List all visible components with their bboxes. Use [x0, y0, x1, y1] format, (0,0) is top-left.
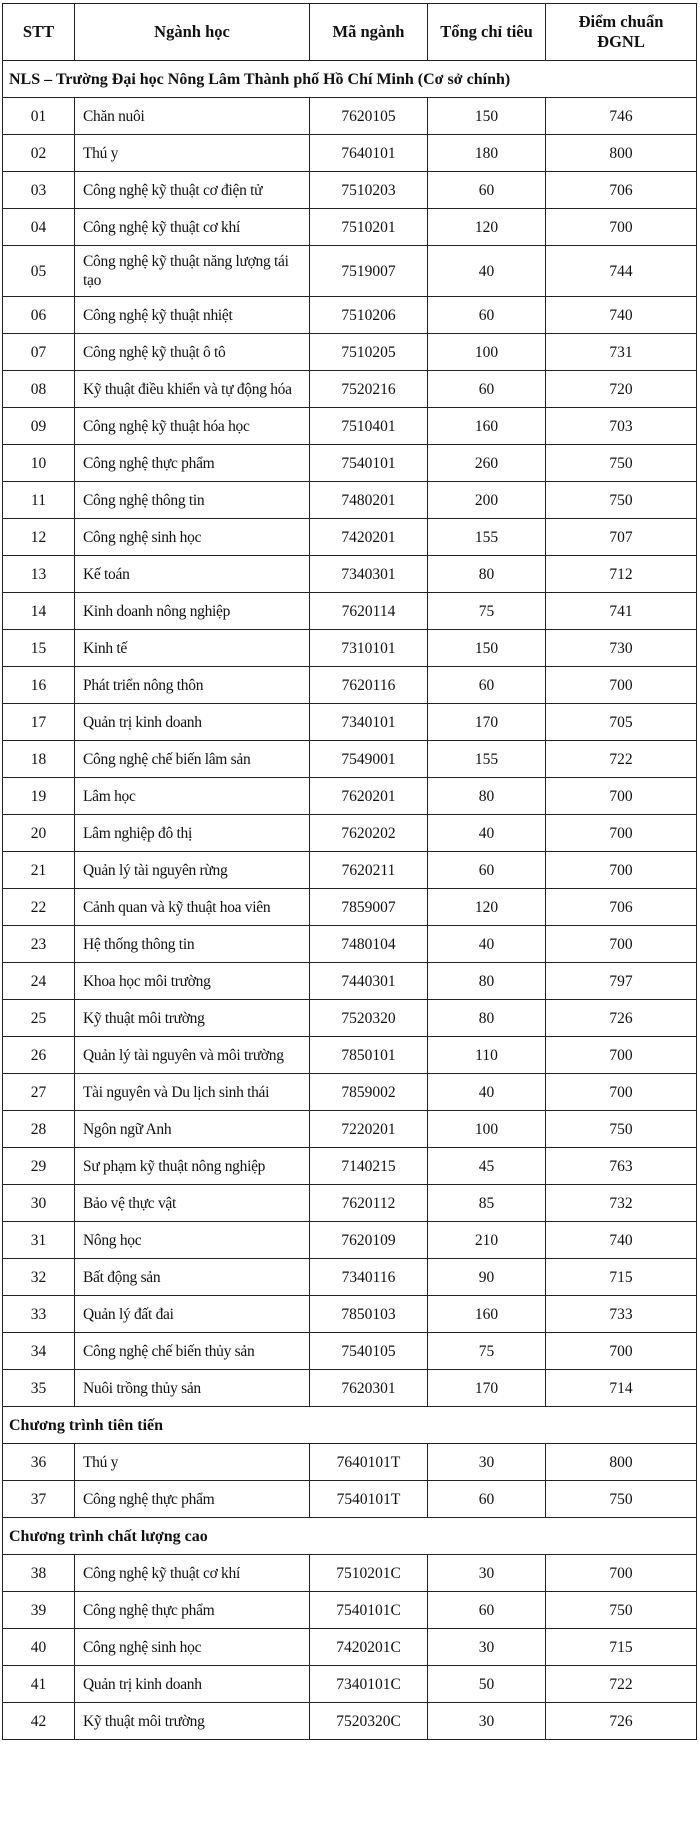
cell-score: 722	[546, 741, 697, 778]
table-row	[3, 1222, 697, 1259]
table-row	[3, 1481, 697, 1518]
cell-score: 706	[546, 889, 697, 926]
cell-quota: 40	[428, 1074, 546, 1111]
cell-major: Kỹ thuật môi trường	[75, 1000, 310, 1037]
cell-code: 7220201	[310, 1111, 428, 1148]
cell-stt: 38	[3, 1555, 75, 1592]
cell-code: 7340101	[310, 704, 428, 741]
cell-major: Nông học	[75, 1222, 310, 1259]
cell-stt: 35	[3, 1370, 75, 1407]
cell-stt: 24	[3, 963, 75, 1000]
cell-score: 800	[546, 1444, 697, 1481]
cell-code: 7620301	[310, 1370, 428, 1407]
section-heading-row	[3, 1407, 697, 1444]
cell-code: 7420201	[310, 519, 428, 556]
cell-quota: 155	[428, 519, 546, 556]
cell-score: 715	[546, 1259, 697, 1296]
cell-code: 7340116	[310, 1259, 428, 1296]
cell-code: 7520216	[310, 371, 428, 408]
cell-quota: 45	[428, 1148, 546, 1185]
cell-major: Kinh doanh nông nghiệp	[75, 593, 310, 630]
cell-stt: 33	[3, 1296, 75, 1333]
cell-major: Công nghệ thực phẩm	[75, 1481, 310, 1518]
cell-code: 7520320C	[310, 1703, 428, 1740]
cell-score: 733	[546, 1296, 697, 1333]
cell-quota: 60	[428, 297, 546, 334]
cell-code: 7640101T	[310, 1444, 428, 1481]
cell-stt: 21	[3, 852, 75, 889]
cell-stt: 09	[3, 408, 75, 445]
table-row	[3, 556, 697, 593]
cell-stt: 16	[3, 667, 75, 704]
cell-quota: 170	[428, 704, 546, 741]
table-row	[3, 1592, 697, 1629]
cell-code: 7540101C	[310, 1592, 428, 1629]
table-row	[3, 334, 697, 371]
cell-major: Thú y	[75, 1444, 310, 1481]
table-row	[3, 1629, 697, 1666]
cell-major: Thú y	[75, 135, 310, 172]
cell-code: 7549001	[310, 741, 428, 778]
cell-quota: 40	[428, 815, 546, 852]
cell-code: 7140215	[310, 1148, 428, 1185]
cell-major: Công nghệ chế biến thủy sản	[75, 1333, 310, 1370]
cell-major: Quản lý tài nguyên rừng	[75, 852, 310, 889]
cell-quota: 40	[428, 246, 546, 297]
cell-code: 7620211	[310, 852, 428, 889]
section-title: NLS – Trường Đại học Nông Lâm Thành phố Hồ Chí Minh (Cơ sở chính)	[3, 61, 697, 98]
cell-code: 7340301	[310, 556, 428, 593]
cell-score: 707	[546, 519, 697, 556]
cell-major: Phát triển nông thôn	[75, 667, 310, 704]
cell-score: 700	[546, 209, 697, 246]
cell-major: Quản lý tài nguyên và môi trường	[75, 1037, 310, 1074]
cell-quota: 90	[428, 1259, 546, 1296]
cell-major: Bảo vệ thực vật	[75, 1185, 310, 1222]
cell-major: Sư phạm kỹ thuật nông nghiệp	[75, 1148, 310, 1185]
table-row	[3, 1185, 697, 1222]
cell-stt: 20	[3, 815, 75, 852]
cell-quota: 170	[428, 1370, 546, 1407]
table-row	[3, 135, 697, 172]
table-row	[3, 704, 697, 741]
header-score-line2: ĐGNL	[597, 32, 645, 51]
cell-major: Công nghệ kỹ thuật cơ khí	[75, 1555, 310, 1592]
cell-score: 763	[546, 1148, 697, 1185]
cell-stt: 03	[3, 172, 75, 209]
cell-quota: 150	[428, 630, 546, 667]
cell-major: Công nghệ thông tin	[75, 482, 310, 519]
cell-code: 7850103	[310, 1296, 428, 1333]
cell-stt: 17	[3, 704, 75, 741]
cell-stt: 37	[3, 1481, 75, 1518]
table-row	[3, 172, 697, 209]
cell-stt: 11	[3, 482, 75, 519]
cell-code: 7859007	[310, 889, 428, 926]
cell-quota: 155	[428, 741, 546, 778]
cell-score: 740	[546, 297, 697, 334]
table-row	[3, 98, 697, 135]
table-row	[3, 889, 697, 926]
cell-quota: 85	[428, 1185, 546, 1222]
cell-stt: 29	[3, 1148, 75, 1185]
cell-score: 726	[546, 1000, 697, 1037]
cell-stt: 04	[3, 209, 75, 246]
cell-quota: 60	[428, 1592, 546, 1629]
cell-quota: 60	[428, 1481, 546, 1518]
cell-score: 732	[546, 1185, 697, 1222]
table-row	[3, 926, 697, 963]
cell-major: Nuôi trồng thủy sản	[75, 1370, 310, 1407]
cell-major: Công nghệ kỹ thuật cơ khí	[75, 209, 310, 246]
cell-stt: 13	[3, 556, 75, 593]
cell-major: Kỹ thuật môi trường	[75, 1703, 310, 1740]
cell-score: 700	[546, 1074, 697, 1111]
table-row	[3, 1037, 697, 1074]
cell-quota: 80	[428, 1000, 546, 1037]
cell-quota: 80	[428, 556, 546, 593]
header-major: Ngành học	[75, 4, 310, 61]
header-stt: STT	[3, 4, 75, 61]
cell-quota: 150	[428, 98, 546, 135]
table-row	[3, 371, 697, 408]
table-row	[3, 1111, 697, 1148]
cell-stt: 23	[3, 926, 75, 963]
cell-quota: 30	[428, 1444, 546, 1481]
cell-stt: 27	[3, 1074, 75, 1111]
cell-code: 7640101	[310, 135, 428, 172]
cell-stt: 08	[3, 371, 75, 408]
cell-stt: 34	[3, 1333, 75, 1370]
cell-score: 700	[546, 667, 697, 704]
cell-major: Ngôn ngữ Anh	[75, 1111, 310, 1148]
cell-major: Tài nguyên và Du lịch sinh thái	[75, 1074, 310, 1111]
cell-score: 700	[546, 926, 697, 963]
section-heading-row	[3, 61, 697, 98]
table-row	[3, 1333, 697, 1370]
cell-major: Công nghệ sinh học	[75, 1629, 310, 1666]
cell-score: 712	[546, 556, 697, 593]
table-body	[3, 4, 697, 1740]
cell-code: 7620201	[310, 778, 428, 815]
cell-score: 750	[546, 482, 697, 519]
cell-quota: 80	[428, 963, 546, 1000]
cell-code: 7620112	[310, 1185, 428, 1222]
cell-code: 7440301	[310, 963, 428, 1000]
cell-code: 7510201	[310, 209, 428, 246]
header-quota: Tổng chỉ tiêu	[428, 4, 546, 61]
cell-quota: 40	[428, 926, 546, 963]
cell-quota: 60	[428, 667, 546, 704]
cell-major: Kế toán	[75, 556, 310, 593]
cell-code: 7510201C	[310, 1555, 428, 1592]
cell-major: Chăn nuôi	[75, 98, 310, 135]
table-row	[3, 963, 697, 1000]
cell-major: Lâm nghiệp đô thị	[75, 815, 310, 852]
table-row	[3, 1555, 697, 1592]
cell-stt: 30	[3, 1185, 75, 1222]
cell-major: Công nghệ kỹ thuật cơ điện tử	[75, 172, 310, 209]
table-row	[3, 482, 697, 519]
cell-stt: 05	[3, 246, 75, 297]
cell-code: 7519007	[310, 246, 428, 297]
cell-score: 750	[546, 1481, 697, 1518]
cell-score: 715	[546, 1629, 697, 1666]
cell-quota: 60	[428, 172, 546, 209]
cell-score: 700	[546, 1333, 697, 1370]
cell-quota: 160	[428, 408, 546, 445]
cell-score: 700	[546, 1555, 697, 1592]
cell-score: 741	[546, 593, 697, 630]
table-row	[3, 778, 697, 815]
cell-code: 7510205	[310, 334, 428, 371]
cell-code: 7510206	[310, 297, 428, 334]
cell-quota: 80	[428, 778, 546, 815]
table-row	[3, 630, 697, 667]
cell-quota: 75	[428, 593, 546, 630]
cell-major: Hệ thống thông tin	[75, 926, 310, 963]
table-row	[3, 445, 697, 482]
table-row	[3, 741, 697, 778]
header-score	[546, 4, 697, 61]
cell-stt: 22	[3, 889, 75, 926]
cell-score: 726	[546, 1703, 697, 1740]
table-row	[3, 408, 697, 445]
cell-quota: 110	[428, 1037, 546, 1074]
cell-stt: 14	[3, 593, 75, 630]
cell-score: 722	[546, 1666, 697, 1703]
cell-stt: 18	[3, 741, 75, 778]
cell-quota: 60	[428, 371, 546, 408]
table-row	[3, 852, 697, 889]
cell-score: 750	[546, 445, 697, 482]
cell-quota: 120	[428, 889, 546, 926]
cell-major: Công nghệ kỹ thuật hóa học	[75, 408, 310, 445]
table-row	[3, 1148, 697, 1185]
cell-stt: 10	[3, 445, 75, 482]
cell-stt: 42	[3, 1703, 75, 1740]
cell-code: 7480201	[310, 482, 428, 519]
cell-major: Quản trị kinh doanh	[75, 704, 310, 741]
cell-quota: 260	[428, 445, 546, 482]
cell-major: Lâm học	[75, 778, 310, 815]
table-row	[3, 1000, 697, 1037]
table-row	[3, 1703, 697, 1740]
table-row	[3, 1370, 697, 1407]
cell-quota: 75	[428, 1333, 546, 1370]
table-header-row	[3, 4, 697, 61]
cell-code: 7520320	[310, 1000, 428, 1037]
cell-score: 797	[546, 963, 697, 1000]
table-row	[3, 1074, 697, 1111]
cell-score: 750	[546, 1111, 697, 1148]
header-code: Mã ngành	[310, 4, 428, 61]
cell-major: Công nghệ kỹ thuật ô tô	[75, 334, 310, 371]
cell-score: 746	[546, 98, 697, 135]
cell-major: Công nghệ sinh học	[75, 519, 310, 556]
cell-score: 750	[546, 1592, 697, 1629]
cell-stt: 25	[3, 1000, 75, 1037]
cell-stt: 02	[3, 135, 75, 172]
cell-quota: 100	[428, 1111, 546, 1148]
cell-score: 730	[546, 630, 697, 667]
cell-major: Quản lý đất đai	[75, 1296, 310, 1333]
cell-code: 7540105	[310, 1333, 428, 1370]
cell-quota: 50	[428, 1666, 546, 1703]
cell-quota: 60	[428, 852, 546, 889]
cell-major: Kinh tế	[75, 630, 310, 667]
cell-code: 7540101T	[310, 1481, 428, 1518]
table-row	[3, 1296, 697, 1333]
cell-score: 700	[546, 815, 697, 852]
cell-code: 7420201C	[310, 1629, 428, 1666]
cell-score: 720	[546, 371, 697, 408]
cell-score: 800	[546, 135, 697, 172]
cell-score: 706	[546, 172, 697, 209]
cell-score: 703	[546, 408, 697, 445]
cell-code: 7510401	[310, 408, 428, 445]
cell-score: 740	[546, 1222, 697, 1259]
table-row	[3, 209, 697, 246]
cell-quota: 120	[428, 209, 546, 246]
table-row	[3, 297, 697, 334]
table-row	[3, 1444, 697, 1481]
cell-score: 731	[546, 334, 697, 371]
cell-major: Bất động sản	[75, 1259, 310, 1296]
section-title: Chương trình chất lượng cao	[3, 1518, 697, 1555]
cell-quota: 30	[428, 1555, 546, 1592]
cell-code: 7510203	[310, 172, 428, 209]
cell-code: 7310101	[310, 630, 428, 667]
cell-major: Khoa học môi trường	[75, 963, 310, 1000]
table-row	[3, 593, 697, 630]
cell-stt: 15	[3, 630, 75, 667]
cell-code: 7620202	[310, 815, 428, 852]
cell-quota: 100	[428, 334, 546, 371]
cell-quota: 180	[428, 135, 546, 172]
cell-code: 7540101	[310, 445, 428, 482]
admission-score-table	[2, 3, 697, 1740]
cell-major: Công nghệ chế biến lâm sản	[75, 741, 310, 778]
cell-score: 705	[546, 704, 697, 741]
cell-score: 700	[546, 1037, 697, 1074]
cell-code: 7620105	[310, 98, 428, 135]
table-row	[3, 246, 697, 297]
cell-stt: 07	[3, 334, 75, 371]
cell-major: Công nghệ kỹ thuật nhiệt	[75, 297, 310, 334]
cell-major: Công nghệ kỹ thuật năng lượng tái tạo	[75, 246, 310, 297]
cell-code: 7850101	[310, 1037, 428, 1074]
table-row	[3, 1666, 697, 1703]
cell-code: 7859002	[310, 1074, 428, 1111]
cell-score: 714	[546, 1370, 697, 1407]
cell-major: Công nghệ thực phẩm	[75, 445, 310, 482]
cell-code: 7620109	[310, 1222, 428, 1259]
table-row	[3, 815, 697, 852]
cell-code: 7340101C	[310, 1666, 428, 1703]
cell-stt: 40	[3, 1629, 75, 1666]
section-heading-row	[3, 1518, 697, 1555]
cell-major: Kỹ thuật điều khiển và tự động hóa	[75, 371, 310, 408]
cell-stt: 28	[3, 1111, 75, 1148]
cell-stt: 36	[3, 1444, 75, 1481]
cell-stt: 32	[3, 1259, 75, 1296]
cell-score: 700	[546, 852, 697, 889]
cell-stt: 41	[3, 1666, 75, 1703]
cell-score: 700	[546, 778, 697, 815]
cell-stt: 19	[3, 778, 75, 815]
cell-stt: 26	[3, 1037, 75, 1074]
cell-major: Quản trị kinh doanh	[75, 1666, 310, 1703]
cell-quota: 30	[428, 1703, 546, 1740]
cell-quota: 200	[428, 482, 546, 519]
section-title: Chương trình tiên tiến	[3, 1407, 697, 1444]
cell-code: 7620114	[310, 593, 428, 630]
table-row	[3, 519, 697, 556]
cell-code: 7480104	[310, 926, 428, 963]
cell-stt: 31	[3, 1222, 75, 1259]
cell-stt: 12	[3, 519, 75, 556]
cell-quota: 160	[428, 1296, 546, 1333]
table-row	[3, 667, 697, 704]
cell-quota: 30	[428, 1629, 546, 1666]
cell-stt: 01	[3, 98, 75, 135]
table-row	[3, 1259, 697, 1296]
cell-stt: 39	[3, 1592, 75, 1629]
cell-stt: 06	[3, 297, 75, 334]
cell-major: Công nghệ thực phẩm	[75, 1592, 310, 1629]
cell-code: 7620116	[310, 667, 428, 704]
header-score-line1: Điểm chuẩn	[578, 12, 664, 31]
cell-major: Cảnh quan và kỹ thuật hoa viên	[75, 889, 310, 926]
cell-quota: 210	[428, 1222, 546, 1259]
cell-score: 744	[546, 246, 697, 297]
